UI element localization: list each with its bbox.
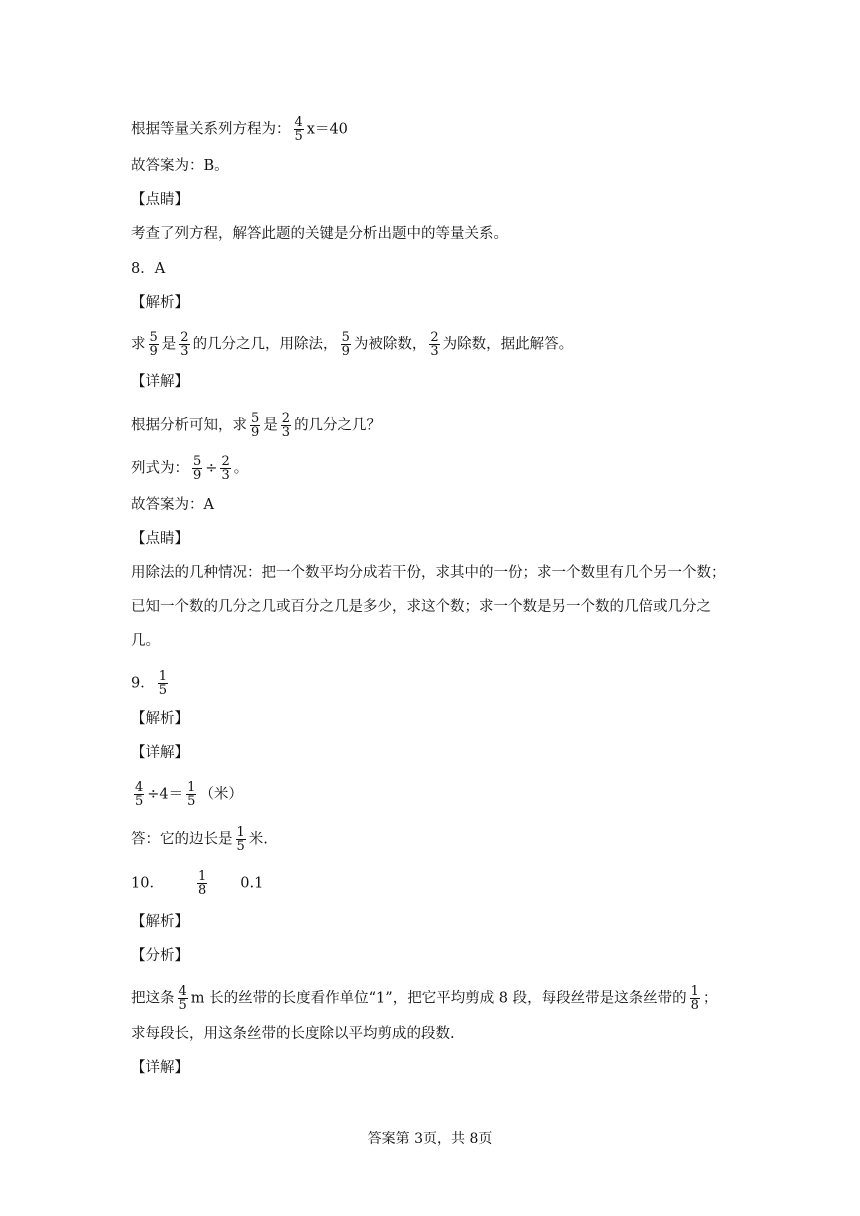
- q7-dianjing-title: 【点睛】: [131, 192, 189, 208]
- q9-answer: 答：它的边长是 $\frac{1}{5}$ 米.: [131, 825, 268, 854]
- q8-dianjing-title: 【点睛】: [131, 531, 189, 547]
- fraction: $\frac{4}{5}$: [294, 115, 303, 144]
- fraction: $\frac{4}{5}$: [178, 984, 187, 1013]
- q8-formula: 列式为： $\frac{5}{9}$ ÷ $\frac{2}{3}$ 。: [131, 454, 249, 483]
- q8-answer: 故答案为：A: [131, 497, 214, 513]
- q10-xiangjie-title: 【详解】: [131, 1060, 189, 1076]
- fraction: $\frac{5}{9}$: [193, 454, 202, 483]
- q8-xiangjie-text: 根据分析可知，求 $\frac{5}{9}$ 是 $\frac{2}{3}$ 的几分之几？: [131, 411, 382, 440]
- q8-header: 8．A: [131, 261, 166, 277]
- q7-answer: 故答案为：B。: [131, 158, 229, 174]
- q8-dianjing-line-3: 几。: [131, 633, 160, 649]
- q9-header: 9． $\frac{1}{5}$: [131, 669, 168, 698]
- q10-fenxi-line-2: 求每段长，用这条丝带的长度除以平均剪成的段数.: [131, 1026, 455, 1042]
- q9-calc: $\frac{4}{5}$ ÷4＝ $\frac{1}{5}$ （米）: [135, 780, 243, 809]
- q9-jiexi-title: 【解析】: [131, 711, 189, 727]
- q8-jiexi-title: 【解析】: [131, 295, 189, 311]
- fraction: $\frac{2}{3}$: [281, 411, 291, 440]
- fraction: $\frac{1}{5}$: [187, 780, 196, 809]
- q9-xiangjie-title: 【详解】: [131, 745, 189, 761]
- q10-jiexi-title: 【解析】: [131, 914, 189, 930]
- fraction: $\frac{2}{3}$: [430, 330, 439, 359]
- q8-dianjing-line-2: 已知一个数的几分之几或百分之几是多少，求这个数；求一个数是另一个数的几倍或几分之: [131, 599, 711, 615]
- fraction: $\frac{5}{9}$: [251, 411, 260, 440]
- fraction: $\frac{1}{8}$: [690, 984, 699, 1013]
- q10-fenxi-title: 【分析】: [131, 948, 189, 964]
- q10-header: 10． $\frac{1}{8}$ 0.1: [131, 869, 264, 898]
- q7-dianjing-text: 考查了列方程，解答此题的关键是分析出题中的等量关系。: [131, 226, 508, 242]
- fraction: $\frac{1}{5}$: [158, 669, 168, 698]
- q7-equation-line: 根据等量关系列方程为： $\frac{4}{5}$ x＝40: [131, 115, 348, 144]
- page-footer: 答案第 3页，共 8页: [367, 1131, 493, 1147]
- fraction: $\frac{5}{9}$: [341, 330, 350, 359]
- q10-fenxi-line-1: 把这条 $\frac{4}{5}$ m 长的丝带的长度看作单位“1”，把它平均剪成 8 段，每段丝带是这条丝带的 $\frac{1}{8}$ ；: [131, 984, 718, 1013]
- fraction: $\frac{2}{3}$: [180, 330, 189, 359]
- q8-dianjing-line-1: 用除法的几种情况：把一个数平均分成若干份，求其中的一份；求一个数里有几个另一个数；: [131, 565, 726, 581]
- fraction: $\frac{1}{8}$: [197, 869, 207, 898]
- fraction: $\frac{1}{5}$: [236, 825, 245, 854]
- fraction: $\frac{2}{3}$: [221, 454, 230, 483]
- fraction: $\frac{4}{5}$: [135, 780, 144, 809]
- q8-jiexi-text: 求 $\frac{5}{9}$ 是 $\frac{2}{3}$ 的几分之几，用除法， $\frac{5}{9}$ 为被除数， $\frac{2}{3}$ 为除数，据此解答。: [131, 330, 574, 359]
- q8-xiangjie-title: 【详解】: [131, 374, 189, 390]
- fraction: $\frac{5}{9}$: [149, 330, 158, 359]
